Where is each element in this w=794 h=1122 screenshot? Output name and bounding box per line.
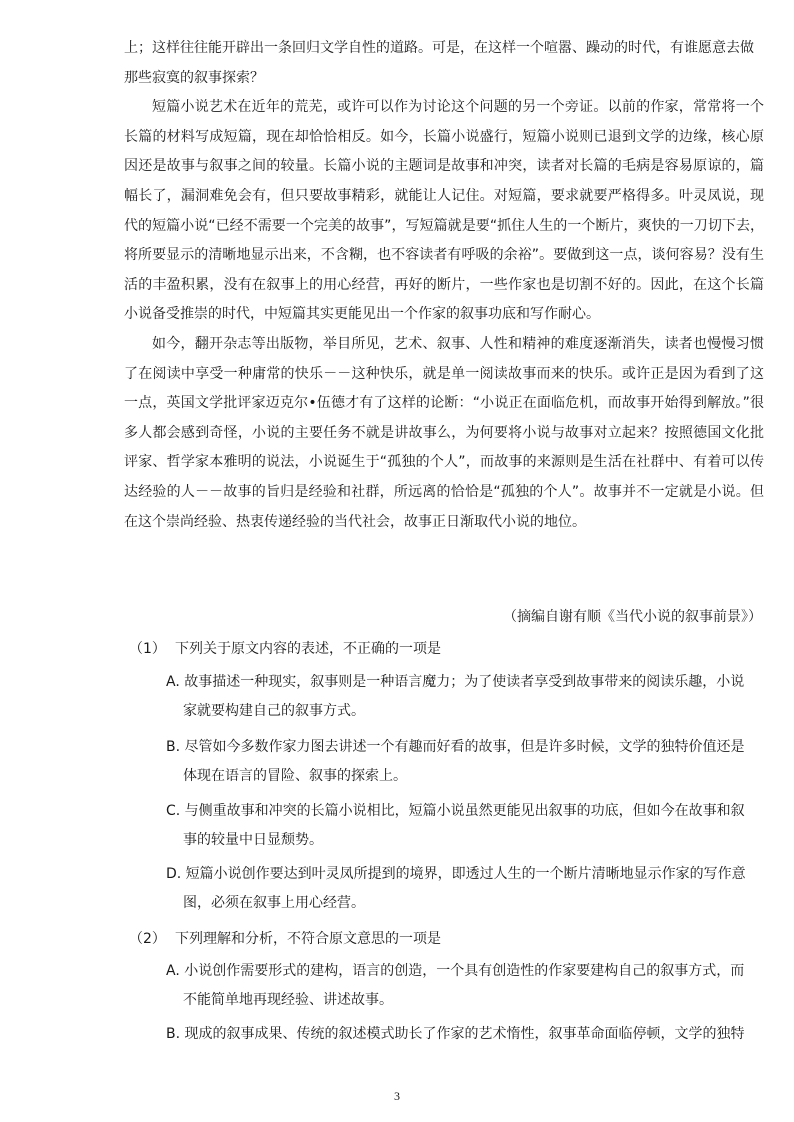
- question-2-stem: [129, 928, 769, 950]
- option-text: 不能简单地再现经验、讲述故事。: [183, 992, 393, 1008]
- question-number: （2）: [129, 931, 166, 947]
- option-text: 体现在语言的冒险、叙事的探索上。: [183, 768, 407, 784]
- option-text: 事的较量中日显颓势。: [183, 832, 323, 848]
- question-text: 下列理解和分析，不符合原文意思的一项是: [175, 931, 441, 947]
- q1-option-b: [166, 733, 758, 791]
- question-text: 下列关于原文内容的表述，不正确的一项是: [175, 641, 441, 657]
- option-text: A. 小说创作需要形式的建构，语言的创造，一个具有创造性的作家要建构自己的叙事方式，而: [166, 963, 745, 979]
- option-text: 图，必须在叙事上用心经营。: [183, 895, 365, 911]
- option-text: A. 故事描述一种现实，叙事则是一种语言魔力；为了使读者享受到故事带来的阅读乐趣，小说: [166, 674, 745, 690]
- option-text: B. 尽管如今多数作家力图去讲述一个有趣而好看的故事，但是许多时候，文学的独特价值还是: [166, 739, 745, 755]
- paragraph-continued: [124, 34, 764, 93]
- question-1-stem: [129, 638, 769, 660]
- paragraph-short-story: 短篇小说艺术在近年的荒芜，或许可以作为讨论这个问题的另一个旁证。以前的作家，常常将一个长篇的材料写成短篇，现在却恰恰相反。如今，长篇小说盛行，短篇小说则已退到文学的边缘，核心原因还是故事与叙事之间的较量。长篇小说的主题词是故事和冲突，读者对长篇的毛病是容易原谅的，篇幅长了，漏洞难免会有，但只要故事精彩，就能让人记住。对短篇，要求就要严格得多。叶灵凤说，现代的短篇小说“已经不需要一个完美的故事”，写短篇就是要“抓住人生的一个断片，爽快的一刀切下去，将所要显示的清晰地显示出来，不含糊，也不容读者有呼吸的余裕”。要做到这一点，谈何容易？没有生活的丰盈积累，没有在叙事上的用心经营，再好的断片，一些作家也是切割不好的。因此，在这个长篇小说备受推崇的时代，中短篇其实更能见出一个作家的叙事功底和写作耐心。: [124, 99, 764, 323]
- paragraph-story-vs-novel: 如今，翻开杂志等出版物，举目所见，艺术、叙事、人性和精神的难度逐渐消失，读者也慢慢习惯了在阅读中享受一种庸常的快乐－－这种快乐，就是单一阅读故事而来的快乐。或许正是因为看到了这一点，英国文学批评家迈克尔•伍德才有了这样的论断：“小说正在面临危机，而故事开始得到解放。”很多人都会感到奇怪，小说的主要任务不就是讲故事么，为何要将小说与故事对立起来？按照德国文化批评家、哲学家本雅明的说法，小说诞生于“孤独的个人”，而故事的来源则是生活在社群中、有着可以传达经验的人－－故事的旨归是经验和社群，所远离的恰恰是“孤独的个人”。故事并不一定就是小说。但在这个崇尚经验、热衷传递经验的当代社会，故事正日渐取代小说的地位。: [124, 335, 764, 530]
- source-citation: （摘编自谢有顺《当代小说的叙事前景》）: [503, 609, 762, 625]
- passage-body: [124, 34, 764, 537]
- q1-option-a: [166, 668, 758, 726]
- q1-option-c: [166, 797, 758, 855]
- option-text: D. 短篇小说创作要达到叶灵凤所提到的境界，即透过人生的一个断片清晰地显示作家的写作意: [166, 866, 746, 882]
- page-number: 3: [394, 1089, 400, 1103]
- option-text: B. 现成的叙事成果、传统的叙述模式助长了作家的艺术惰性，叙事革命面临停顿，文学的独特: [166, 1026, 745, 1042]
- q2-option-b: [166, 1020, 758, 1049]
- paragraph-line: 上；这样往往能开辟出一条回归文学自性的道路。可是，在这样一个喧嚣、躁动的时代，有谁愿意去做: [124, 40, 754, 56]
- option-text: 家就要构建自己的叙事方式。: [183, 703, 365, 719]
- q1-option-d: [166, 860, 758, 918]
- paragraph-line: 那些寂寞的叙事探索？: [124, 69, 264, 86]
- option-text: C. 与侧重故事和冲突的长篇小说相比，短篇小说虽然更能见出叙事的功底，但如今在故事和叙: [166, 803, 745, 819]
- question-number: （1）: [129, 641, 166, 657]
- q2-option-a: [166, 957, 758, 1015]
